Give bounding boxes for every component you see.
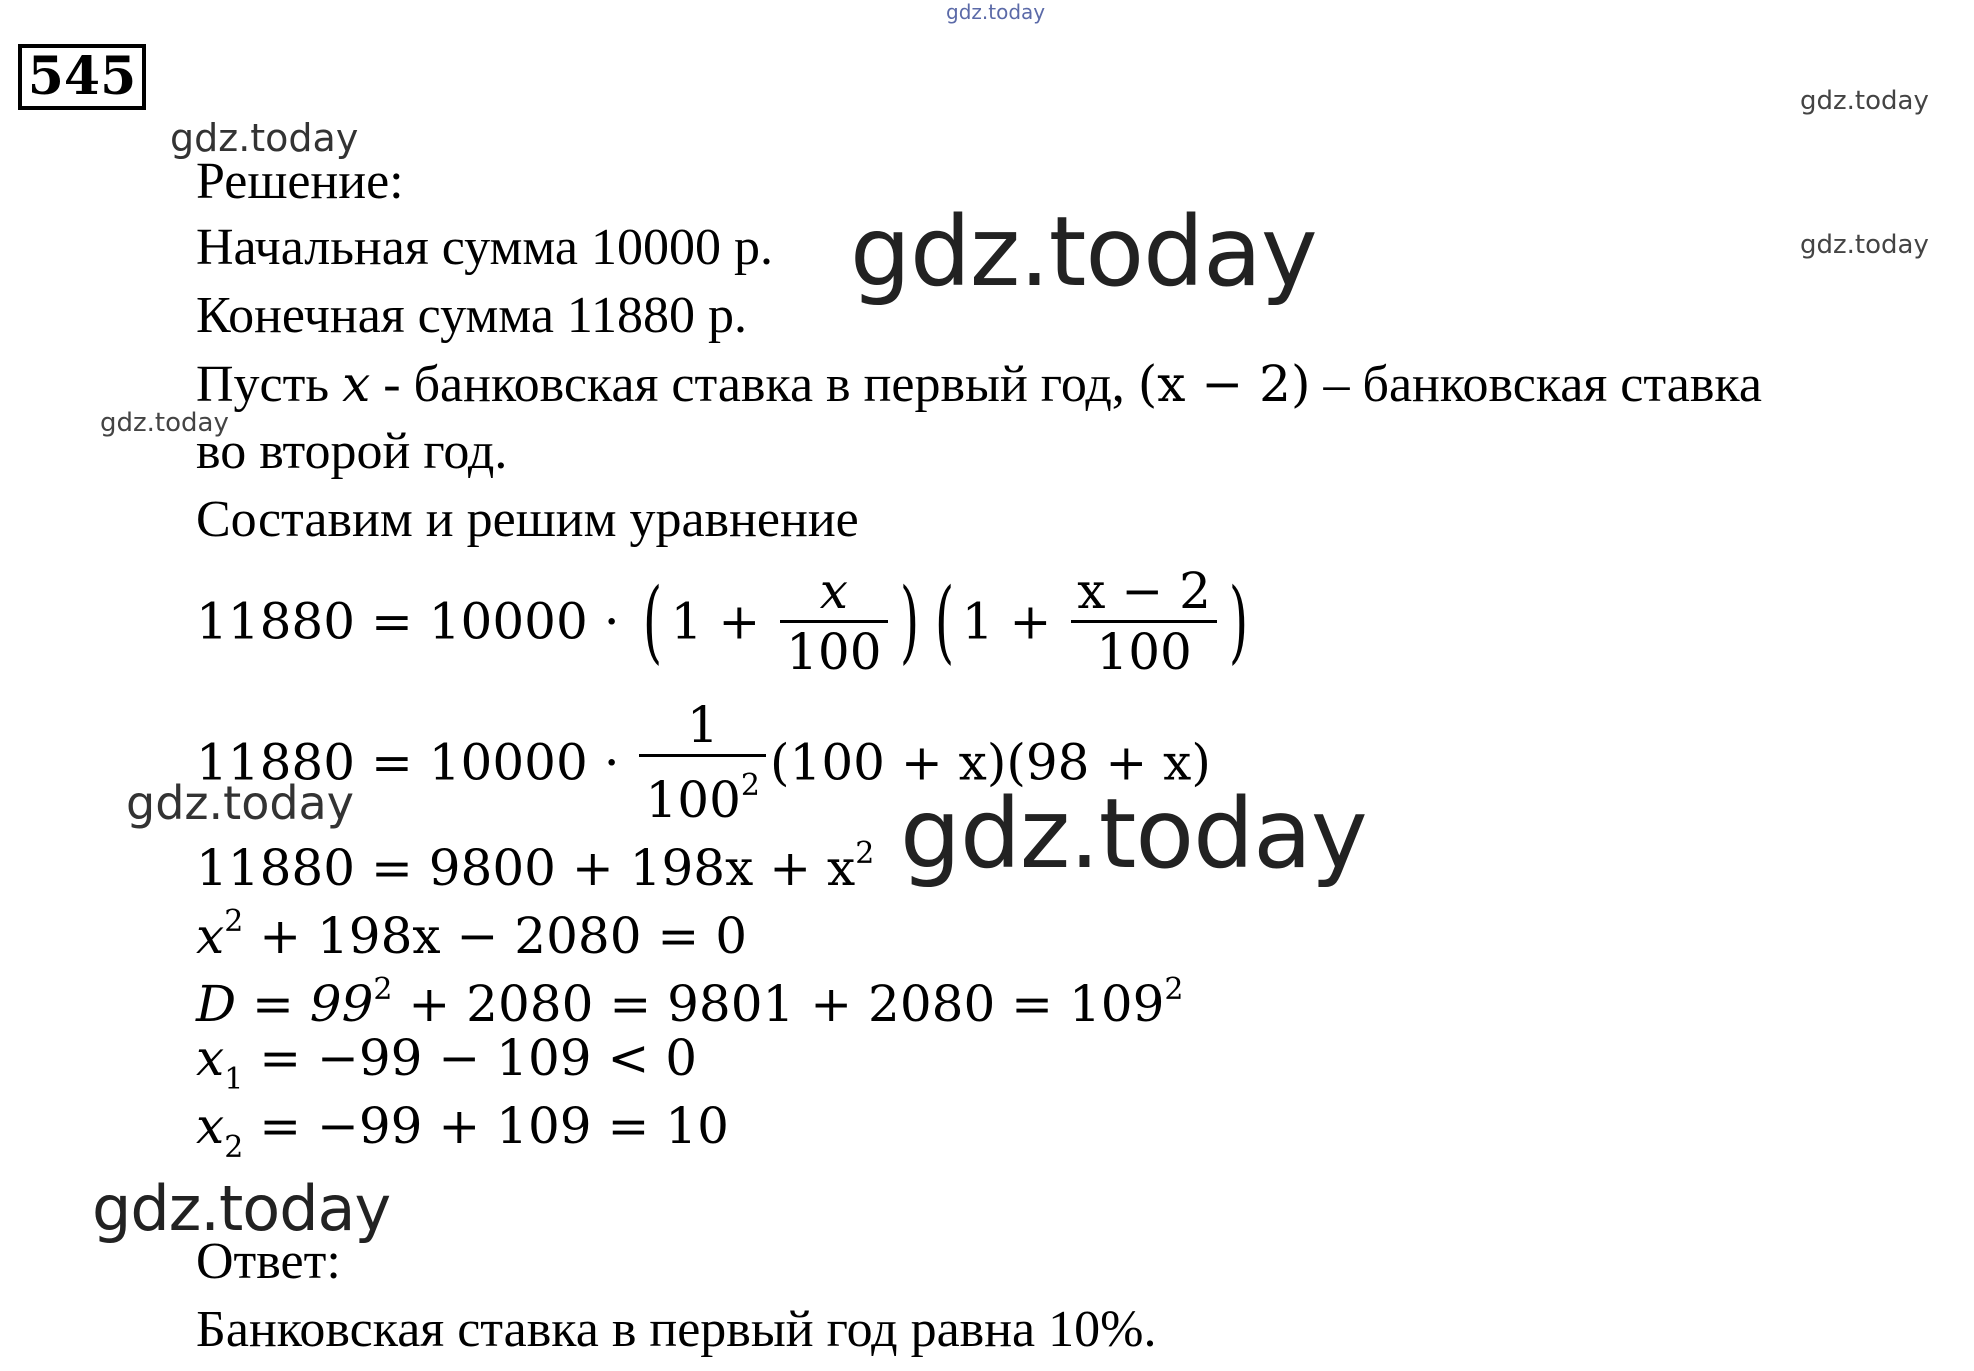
- let-part3: – банковская ставка: [1323, 356, 1762, 413]
- problem-number-box: 545: [18, 44, 146, 110]
- paren-open-1: (: [643, 568, 663, 674]
- compose-equation-line: Составим и решим уравнение: [196, 491, 859, 548]
- eq1-one-a: 1 +: [670, 592, 777, 651]
- equation-1: [196, 562, 1256, 681]
- equation-2: [196, 696, 1211, 829]
- fraction-1: [780, 562, 887, 681]
- fraction-3-denominator-exponent: 2: [740, 768, 761, 803]
- fraction-2: [1071, 562, 1217, 681]
- initial-sum-line: Начальная сумма 10000 р.: [196, 219, 773, 276]
- watermark-right-2: gdz.today: [1800, 230, 1929, 260]
- eq2-left: 11880 = 10000 ·: [196, 733, 636, 792]
- eq4-rest: + 198x − 2080 = 0: [243, 907, 748, 965]
- answer-heading: Ответ:: [196, 1233, 341, 1290]
- paren-close-1: ): [899, 568, 919, 674]
- fraction-2-denominator: 100: [1071, 620, 1217, 681]
- watermark-large-2: gdz.today: [900, 778, 1367, 890]
- final-sum-line: Конечная сумма 11880 р.: [196, 287, 748, 344]
- watermark-left-3: gdz.today: [126, 776, 354, 830]
- fraction-1-numerator: x: [819, 562, 848, 620]
- eq2-right: (100 + x)(98 + x): [770, 733, 1211, 792]
- eq4-variable: x: [196, 907, 225, 965]
- let-continuation-line: во второй год.: [196, 423, 508, 480]
- eq6-variable: x: [196, 1029, 225, 1087]
- eq3-exponent: 2: [855, 836, 875, 871]
- eq7-subscript: 2: [224, 1130, 244, 1165]
- eq5-a: D = 99: [196, 975, 374, 1033]
- fraction-3-denominator: [639, 754, 766, 829]
- equation-3: [196, 824, 874, 898]
- fraction-2-numerator: x − 2: [1077, 562, 1211, 620]
- fraction-3-denominator-base: 100: [645, 771, 741, 829]
- watermark-large-1: gdz.today: [850, 196, 1317, 308]
- answer-text: Банковская ставка в первый год равна 10%.: [196, 1301, 1157, 1358]
- let-statement-line: [196, 354, 1762, 415]
- fraction-1-denominator: 100: [780, 620, 887, 681]
- let-expression: (x − 2): [1137, 355, 1311, 413]
- equation-4: [196, 892, 747, 966]
- fraction-3-numerator: 1: [686, 696, 719, 754]
- eq1-left: 11880 = 10000 ·: [196, 592, 636, 651]
- watermark-large-3: gdz.today: [92, 1172, 391, 1245]
- eq6-subscript: 1: [224, 1062, 244, 1097]
- watermark-right-1: gdz.today: [1800, 86, 1929, 116]
- solution-heading: Решение:: [196, 153, 404, 210]
- watermark-left-1: gdz.today: [170, 116, 359, 160]
- eq4-exponent: 2: [224, 904, 244, 939]
- eq3-main: 11880 = 9800 + 198x + x: [196, 839, 856, 897]
- eq5-exponent-1: 2: [373, 972, 393, 1007]
- eq5-exponent-2: 2: [1164, 972, 1184, 1007]
- let-variable: x: [342, 355, 371, 413]
- eq5-b: + 2080 = 9801 + 2080 = 109: [392, 975, 1165, 1033]
- eq6-rest: = −99 − 109 < 0: [243, 1029, 698, 1087]
- eq7-rest: = −99 + 109 = 10: [243, 1097, 729, 1155]
- equation-7-root-2: [196, 1096, 729, 1178]
- paren-close-2: ): [1228, 568, 1249, 674]
- paren-open-2: (: [934, 568, 954, 674]
- let-part2: - банковская ставка в первый год,: [383, 356, 1125, 413]
- eq7-variable: x: [196, 1097, 225, 1155]
- let-part1: Пусть: [196, 356, 330, 413]
- watermark-left-2: gdz.today: [100, 408, 229, 438]
- watermark-top-center: gdz.today: [946, 0, 1046, 24]
- fraction-3: [639, 696, 766, 829]
- eq1-one-b: 1 +: [961, 592, 1068, 651]
- equation-5-discriminant: [196, 960, 1184, 1034]
